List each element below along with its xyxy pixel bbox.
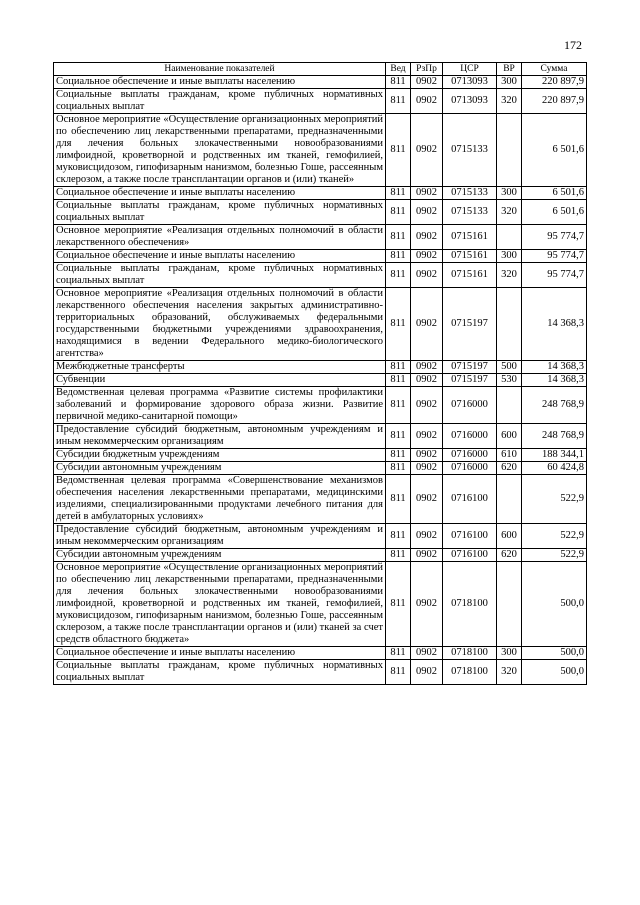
cell-ved: 811 xyxy=(386,449,411,462)
cell-rzpr: 0902 xyxy=(411,200,443,225)
table-row xyxy=(54,549,587,562)
cell-csr: 0715161 xyxy=(443,250,497,263)
cell-rzpr: 0902 xyxy=(411,114,443,187)
header-name: Наименование показателей xyxy=(54,63,386,76)
cell-ved: 811 xyxy=(386,76,411,89)
cell-name: Ведомственная целевая программа «Совершенствование механизмов обеспечения населения лекарственными препаратами, медицинскими изделиями, специализированными продуктами лечебного питания для детей в амбулаторных условиях» xyxy=(54,475,386,524)
table-row xyxy=(54,462,587,475)
cell-ved: 811 xyxy=(386,114,411,187)
cell-csr: 0715161 xyxy=(443,225,497,250)
cell-ved: 811 xyxy=(386,374,411,387)
cell-rzpr: 0902 xyxy=(411,263,443,288)
cell-name: Субвенции xyxy=(54,374,386,387)
cell-ved: 811 xyxy=(386,225,411,250)
cell-csr: 0716000 xyxy=(443,462,497,475)
cell-vr: 610 xyxy=(497,449,522,462)
table-row xyxy=(54,424,587,449)
cell-name: Субсидии автономным учреждениям xyxy=(54,462,386,475)
cell-vr xyxy=(497,387,522,424)
table-row xyxy=(54,524,587,549)
cell-rzpr: 0902 xyxy=(411,475,443,524)
cell-name: Социальное обеспечение и иные выплаты населению xyxy=(54,647,386,660)
cell-csr: 0715197 xyxy=(443,288,497,361)
table-row xyxy=(54,89,587,114)
table-row xyxy=(54,263,587,288)
table-body xyxy=(54,76,587,685)
cell-sum: 248 768,9 xyxy=(522,387,587,424)
cell-sum: 6 501,6 xyxy=(522,187,587,200)
cell-rzpr: 0902 xyxy=(411,374,443,387)
cell-vr xyxy=(497,288,522,361)
cell-rzpr: 0902 xyxy=(411,250,443,263)
cell-rzpr: 0902 xyxy=(411,225,443,250)
cell-name: Предоставление субсидий бюджетным, автономным учреждениям и иным некоммерческим организациям xyxy=(54,424,386,449)
cell-csr: 0718100 xyxy=(443,562,497,647)
cell-name: Основное мероприятие «Осуществление организационных мероприятий по обеспечению лиц лекарственными препаратами, предназначенными для лечения больных злокачественными новообразованиями лимфоидной, кроветворной и родственных им тканей, гемофилией, муковисцидозом, гипофизарным нанизмом, болезнью Гоше, рассеянным склерозом, а также после трансплантации органов и (или) тканей» xyxy=(54,114,386,187)
cell-name: Основное мероприятие «Реализация отдельных полномочий в области лекарственного обеспечения» xyxy=(54,225,386,250)
table-row xyxy=(54,449,587,462)
cell-ved: 811 xyxy=(386,263,411,288)
cell-ved: 811 xyxy=(386,647,411,660)
cell-vr xyxy=(497,475,522,524)
cell-csr: 0715133 xyxy=(443,114,497,187)
budget-table xyxy=(53,62,587,685)
cell-csr: 0716000 xyxy=(443,449,497,462)
cell-name: Ведомственная целевая программа «Развитие системы профилактики заболеваний и формирование здорового образа жизни. Развитие первичной медико-санитарной помощи» xyxy=(54,387,386,424)
cell-name: Субсидии бюджетным учреждениям xyxy=(54,449,386,462)
cell-name: Социальное обеспечение и иные выплаты населению xyxy=(54,250,386,263)
cell-ved: 811 xyxy=(386,424,411,449)
cell-vr xyxy=(497,114,522,187)
cell-vr: 320 xyxy=(497,89,522,114)
cell-csr: 0716000 xyxy=(443,387,497,424)
cell-vr: 320 xyxy=(497,200,522,225)
cell-sum: 14 368,3 xyxy=(522,361,587,374)
cell-name: Социальное обеспечение и иные выплаты населению xyxy=(54,76,386,89)
cell-vr: 600 xyxy=(497,424,522,449)
cell-sum: 95 774,7 xyxy=(522,263,587,288)
cell-vr: 300 xyxy=(497,187,522,200)
cell-name: Субсидии автономным учреждениям xyxy=(54,549,386,562)
header-ved: Вед xyxy=(386,63,411,76)
cell-ved: 811 xyxy=(386,549,411,562)
cell-rzpr: 0902 xyxy=(411,562,443,647)
cell-ved: 811 xyxy=(386,462,411,475)
cell-vr: 300 xyxy=(497,647,522,660)
cell-sum: 500,0 xyxy=(522,660,587,685)
cell-name: Социальные выплаты гражданам, кроме публичных нормативных социальных выплат xyxy=(54,89,386,114)
cell-csr: 0713093 xyxy=(443,76,497,89)
cell-rzpr: 0902 xyxy=(411,89,443,114)
table-row xyxy=(54,660,587,685)
cell-vr xyxy=(497,225,522,250)
cell-ved: 811 xyxy=(386,288,411,361)
page-number: 172 xyxy=(564,38,582,52)
table-row xyxy=(54,288,587,361)
cell-csr: 0715133 xyxy=(443,200,497,225)
cell-ved: 811 xyxy=(386,250,411,263)
cell-vr: 530 xyxy=(497,374,522,387)
table-row xyxy=(54,114,587,187)
cell-vr: 300 xyxy=(497,76,522,89)
cell-vr: 300 xyxy=(497,250,522,263)
cell-name: Социальные выплаты гражданам, кроме публичных нормативных социальных выплат xyxy=(54,660,386,685)
table-row xyxy=(54,187,587,200)
cell-sum: 95 774,7 xyxy=(522,250,587,263)
cell-sum: 6 501,6 xyxy=(522,114,587,187)
table-row xyxy=(54,225,587,250)
cell-rzpr: 0902 xyxy=(411,449,443,462)
header-sum: Сумма xyxy=(522,63,587,76)
cell-vr: 600 xyxy=(497,524,522,549)
cell-sum: 95 774,7 xyxy=(522,225,587,250)
cell-vr: 500 xyxy=(497,361,522,374)
cell-rzpr: 0902 xyxy=(411,361,443,374)
table-row xyxy=(54,562,587,647)
cell-sum: 248 768,9 xyxy=(522,424,587,449)
cell-csr: 0716100 xyxy=(443,475,497,524)
cell-name: Социальные выплаты гражданам, кроме публичных нормативных социальных выплат xyxy=(54,200,386,225)
cell-sum: 522,9 xyxy=(522,549,587,562)
cell-csr: 0715197 xyxy=(443,361,497,374)
cell-name: Основное мероприятие «Реализация отдельных полномочий в области лекарственного обеспечения населения закрытых административно-территориальных образований, обслуживаемых федеральными государственными бюджетными учреждениями здравоохранения, находящимися в ведении Федерального медико-биологического агентства» xyxy=(54,288,386,361)
cell-sum: 220 897,9 xyxy=(522,76,587,89)
header-vr: ВР xyxy=(497,63,522,76)
cell-ved: 811 xyxy=(386,387,411,424)
cell-vr: 620 xyxy=(497,462,522,475)
cell-rzpr: 0902 xyxy=(411,76,443,89)
cell-ved: 811 xyxy=(386,187,411,200)
table-row xyxy=(54,374,587,387)
cell-sum: 6 501,6 xyxy=(522,200,587,225)
cell-ved: 811 xyxy=(386,475,411,524)
table-row xyxy=(54,361,587,374)
cell-sum: 522,9 xyxy=(522,524,587,549)
table-row xyxy=(54,250,587,263)
cell-name: Межбюджетные трансферты xyxy=(54,361,386,374)
table-row xyxy=(54,475,587,524)
cell-rzpr: 0902 xyxy=(411,387,443,424)
cell-ved: 811 xyxy=(386,89,411,114)
cell-csr: 0715133 xyxy=(443,187,497,200)
cell-vr xyxy=(497,562,522,647)
cell-rzpr: 0902 xyxy=(411,462,443,475)
cell-rzpr: 0902 xyxy=(411,424,443,449)
cell-name: Предоставление субсидий бюджетным, автономным учреждениям и иным некоммерческим организациям xyxy=(54,524,386,549)
cell-rzpr: 0902 xyxy=(411,187,443,200)
cell-rzpr: 0902 xyxy=(411,288,443,361)
cell-sum: 500,0 xyxy=(522,647,587,660)
table-row xyxy=(54,647,587,660)
cell-ved: 811 xyxy=(386,660,411,685)
cell-csr: 0715161 xyxy=(443,263,497,288)
cell-name: Социальные выплаты гражданам, кроме публичных нормативных социальных выплат xyxy=(54,263,386,288)
cell-ved: 811 xyxy=(386,361,411,374)
cell-sum: 60 424,8 xyxy=(522,462,587,475)
cell-sum: 500,0 xyxy=(522,562,587,647)
cell-name: Основное мероприятие «Осуществление организационных мероприятий по обеспечению лиц лекарственными препаратами, предназначенными для лечения больных злокачественными новообразованиями лимфоидной, кроветворной и родственных им тканей, гемофилией, муковисцидозом, гипофизарным нанизмом, болезнью Гоше, рассеянным склерозом, а также после трансплантации органов и (или) тканей за счет средств областного бюджета» xyxy=(54,562,386,647)
cell-vr: 320 xyxy=(497,263,522,288)
cell-vr: 620 xyxy=(497,549,522,562)
table-row xyxy=(54,387,587,424)
cell-rzpr: 0902 xyxy=(411,549,443,562)
cell-ved: 811 xyxy=(386,200,411,225)
cell-sum: 14 368,3 xyxy=(522,288,587,361)
cell-ved: 811 xyxy=(386,562,411,647)
cell-sum: 188 344,1 xyxy=(522,449,587,462)
cell-csr: 0715197 xyxy=(443,374,497,387)
cell-rzpr: 0902 xyxy=(411,524,443,549)
cell-csr: 0716100 xyxy=(443,549,497,562)
table-header-row xyxy=(54,63,587,76)
header-rzpr: РзПр xyxy=(411,63,443,76)
table-row xyxy=(54,200,587,225)
cell-csr: 0718100 xyxy=(443,660,497,685)
cell-csr: 0716100 xyxy=(443,524,497,549)
cell-csr: 0718100 xyxy=(443,647,497,660)
cell-sum: 220 897,9 xyxy=(522,89,587,114)
cell-rzpr: 0902 xyxy=(411,647,443,660)
cell-csr: 0716000 xyxy=(443,424,497,449)
cell-name: Социальное обеспечение и иные выплаты населению xyxy=(54,187,386,200)
cell-ved: 811 xyxy=(386,524,411,549)
header-csr: ЦСР xyxy=(443,63,497,76)
table-row xyxy=(54,76,587,89)
cell-sum: 522,9 xyxy=(522,475,587,524)
cell-sum: 14 368,3 xyxy=(522,374,587,387)
cell-vr: 320 xyxy=(497,660,522,685)
cell-rzpr: 0902 xyxy=(411,660,443,685)
cell-csr: 0713093 xyxy=(443,89,497,114)
